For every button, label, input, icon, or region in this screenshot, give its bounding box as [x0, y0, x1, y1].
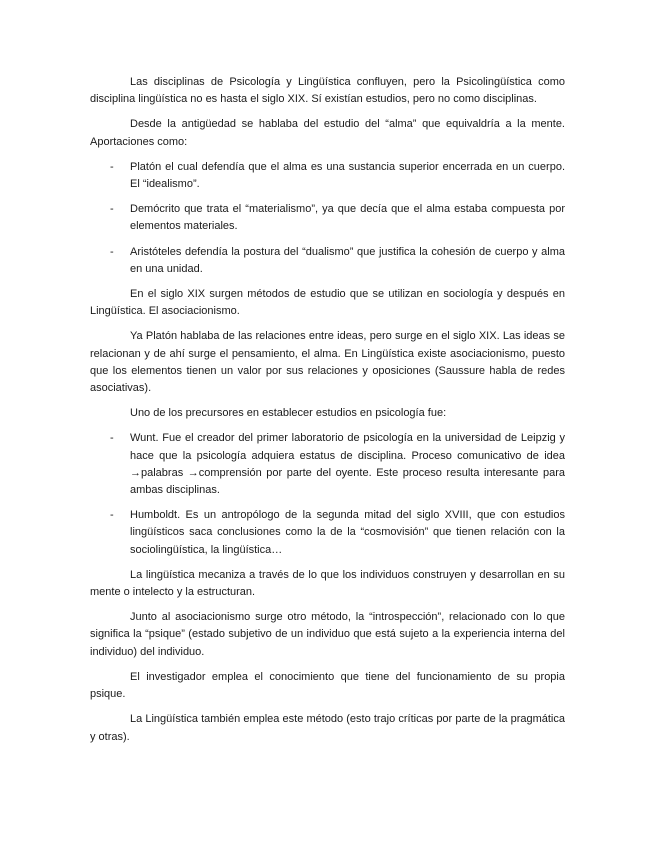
bullet-dash: - — [110, 245, 114, 258]
paragraph-2: Desde la antigüedad se hablaba del estudio del “alma” que equivaldría a la mente. Aportaciones como: — [90, 118, 565, 148]
paragraph-8: El investigador emplea el conocimiento que tiene del funcionamiento de su propia psique. — [90, 670, 565, 701]
list-item-humboldt — [90, 507, 565, 559]
bullet-dash: - — [110, 509, 114, 522]
list-item-aristoteles — [90, 244, 565, 278]
list-item-platon — [90, 159, 565, 193]
list-item-text: Wunt. Fue el creador del primer laboratorio de psicología en la universidad de Leipzig y hace que la psicología adquiera estatus de disciplina. Proceso comunicativo de idea →palabras →comprensión por parte del oyente. Este proceso resulta interesante para ambas disciplinas. — [130, 432, 565, 497]
list-item-wunt — [90, 430, 565, 499]
list-item-text: Platón el cual defendía que el alma es una sustancia superior encerrada en un cuerpo. El “idealismo”. — [130, 160, 565, 191]
paragraph-3: En el siglo XIX surgen métodos de estudio que se utilizan en sociología y después en Lingüística. El asociacionismo. — [90, 288, 565, 318]
list-item-text: Humboldt. Es un antropólogo de la segunda mitad del siglo XVIII, que con estudios lingüísticos saca conclusiones como la de la “cosmovisión” que tienen relación con la sociolingüística, la lingüística… — [130, 509, 565, 556]
bullet-dash: - — [110, 160, 114, 173]
paragraph-7: Junto al asociacionismo surge otro método, la “introspección”, relacionado con lo que significa la “psique” (estado subjetivo de un individuo que está sujeto a la experiencia interna del individuo) del individuo. — [90, 611, 565, 658]
paragraph-9: La Lingüística también emplea este método (esto trajo críticas por parte de la pragmática y otras). — [90, 713, 565, 743]
bullet-dash: - — [110, 432, 114, 445]
paragraph-5: Uno de los precursores en establecer estudios en psicología fue: — [130, 407, 447, 420]
paragraph-6: La lingüística mecaniza a través de lo que los individuos construyen y desarrollan en su mente o intelecto y la estructuran. — [90, 568, 565, 599]
precursors-list — [90, 430, 565, 558]
list-item-democrito — [90, 201, 565, 235]
paragraph-4: Ya Platón hablaba de las relaciones entre ideas, pero surge en el siglo XIX. Las ideas se relacionan y de ahí surge el pensamiento, el alma. En Lingüística existe asociacionismo, puesto que los elementos tienen un valor por sus relaciones y oposiciones (Saussure habla de redes asociativas). — [90, 330, 565, 395]
list-item-text: Demócrito que trata el “materialismo”, ya que decía que el alma estaba compuesta por elementos materiales. — [130, 203, 565, 233]
contributions-list — [90, 159, 565, 278]
paragraph-1: Las disciplinas de Psicología y Lingüística confluyen, pero la Psicolingüística como disciplina lingüística no es hasta el siglo XIX. Sí existían estudios, pero no como disciplinas. — [90, 76, 565, 106]
bullet-dash: - — [110, 203, 114, 216]
list-item-text: Aristóteles defendía la postura del “dualismo” que justifica la cohesión de cuerpo y alma en una unidad. — [130, 245, 565, 275]
